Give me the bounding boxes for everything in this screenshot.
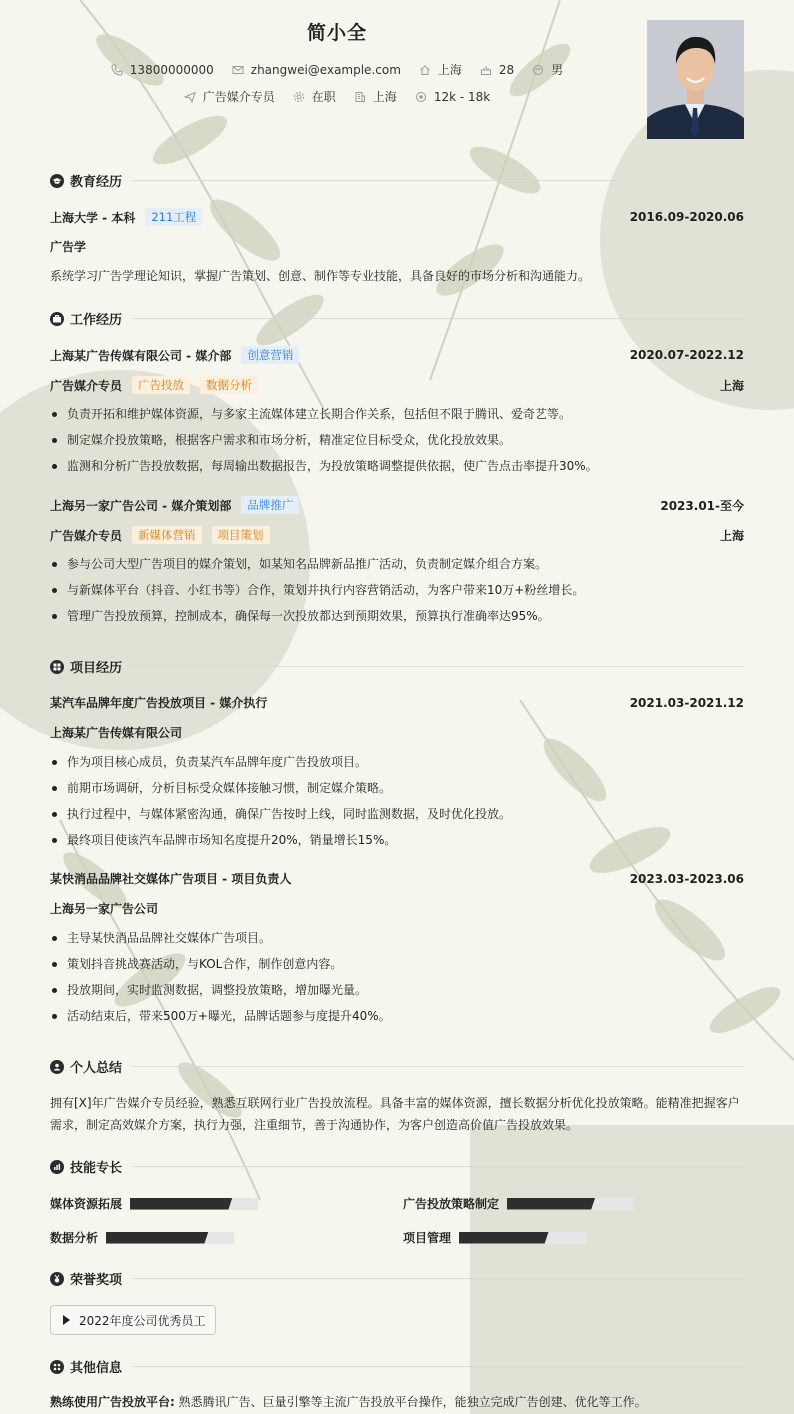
list-item: 前期市场调研，分析目标受众媒体接触习惯，制定媒介策略。	[50, 775, 744, 801]
phone-info	[111, 63, 214, 77]
work-2-role: 广告媒介专员	[50, 528, 123, 543]
section-projects-title: 项目经历	[70, 661, 123, 676]
skill-name: 广告投放策略制定	[403, 1197, 500, 1211]
job-intent-row	[0, 88, 674, 105]
gender-info	[532, 61, 563, 78]
project-1-company-row	[50, 724, 744, 741]
section-divider	[132, 1066, 744, 1067]
section-awards-title: 荣誉奖项	[70, 1273, 123, 1288]
other-label: 熟练使用广告投放平台:	[50, 1395, 175, 1409]
section-education	[50, 171, 744, 190]
status-text: 在职	[311, 90, 336, 104]
work-2-role-row	[50, 526, 744, 544]
gender-text: 男	[551, 63, 564, 77]
work-2-tag: 品牌推广	[241, 496, 299, 514]
section-divider	[132, 1278, 744, 1279]
summary-line: 拥有[X]年广告媒介专员经验，熟悉互联网行业广告投放流程。具备丰富的媒体资源，擅长数据分析优化投放策略。能精准把握客户	[50, 1096, 740, 1110]
candidate-name: 简小全	[306, 22, 367, 44]
work-2-header	[50, 496, 744, 514]
project-2-bullets	[50, 925, 744, 1029]
other-text: 熟悉腾讯广告、巨量引擎等主流广告投放平台操作，能独立完成广告创建、优化等工作。	[178, 1395, 647, 1409]
list-item: 活动结束后，带来500万+曝光，品牌话题参与度提升40%。	[50, 1003, 744, 1029]
work-2-role-tag: 新媒体营销	[132, 526, 202, 544]
section-divider	[132, 1166, 744, 1167]
list-item: 作为项目核心成员，负责某汽车品牌年度广告投放项目。	[50, 749, 744, 775]
project-2-period: 2023.03-2023.06	[629, 871, 744, 886]
section-projects	[50, 657, 744, 676]
project-2-header	[50, 870, 744, 887]
project-2-company: 上海另一家广告公司	[50, 902, 159, 916]
home-icon	[419, 64, 431, 76]
list-item: 参与公司大型广告项目的媒介策划，如某知名品牌新品推广活动，负责制定媒介组合方案。	[50, 551, 744, 577]
skill-name: 媒体资源拓展	[50, 1197, 123, 1211]
gender-icon	[532, 64, 544, 76]
cake-icon	[480, 64, 492, 76]
education-description: 系统学习广告学理论知识，掌握广告策划、创意、制作等专业技能，具备良好的市场分析和沟通能力。	[50, 269, 591, 283]
skill-bar	[459, 1232, 587, 1244]
school-name: 上海大学 - 本科	[50, 210, 136, 225]
play-icon	[63, 1315, 70, 1325]
list-item: 投放期间，实时监测数据，调整投放策略，增加曝光量。	[50, 977, 744, 1003]
email-text: zhangwei@example.com	[250, 62, 401, 77]
school-tag: 211工程	[145, 208, 202, 226]
work-1-role-tag: 广告投放	[132, 376, 190, 394]
summary-line: 需求，制定高效媒介方案，执行力强，注重细节，善于沟通协作，为客户创造高价值广告投放效果。	[50, 1118, 579, 1132]
list-item: 制定媒介投放策略，根据客户需求和市场分析，精准定位目标受众，优化投放效果。	[50, 427, 744, 453]
section-summary-title: 个人总结	[70, 1061, 123, 1076]
section-divider	[132, 1366, 744, 1367]
phone-text: 13800000000	[129, 62, 214, 77]
send-icon	[184, 91, 196, 103]
phone-icon	[111, 64, 123, 76]
list-item: 最终项目使该汽车品牌市场知名度提升20%，销量增长15%。	[50, 827, 744, 853]
project-1-header	[50, 694, 744, 711]
award-text: 2022年度公司优秀员工	[79, 1313, 206, 1328]
section-divider	[132, 180, 744, 181]
section-awards	[50, 1269, 744, 1288]
profile-photo	[647, 20, 744, 139]
salary-text: 12k - 18k	[433, 89, 491, 104]
section-summary	[50, 1057, 744, 1076]
contact-row	[0, 61, 674, 78]
list-item: 监测和分析广告投放数据，每周输出数据报告，为投放策略调整提供依据，使广告点击率提升30%。	[50, 453, 744, 479]
skill-bar-fill	[106, 1232, 208, 1244]
work-2-role-tag: 项目策划	[212, 526, 270, 544]
salary-info	[415, 90, 490, 104]
grid-icon	[50, 660, 64, 674]
user-icon	[50, 1060, 64, 1074]
list-item: 主导某快消品品牌社交媒体广告项目。	[50, 925, 744, 951]
list-item: 负责开拓和维护媒体资源，与多家主流媒体建立长期合作关系，包括但不限于腾讯、爱奇艺等。	[50, 401, 744, 427]
section-divider	[132, 318, 744, 319]
summary-text	[50, 1092, 744, 1136]
work-1-header	[50, 346, 744, 364]
education-period: 2016.09-2020.06	[629, 210, 744, 224]
mail-icon	[232, 64, 244, 76]
work-1-tag: 创意营销	[241, 346, 299, 364]
work-1-bullets	[50, 401, 744, 479]
project-2-company-row	[50, 900, 744, 917]
list-item: 与新媒体平台（抖音、小红书等）合作，策划并执行内容营销活动，为客户带来10万+粉丝增长。	[50, 577, 744, 603]
work-2-bullets	[50, 551, 744, 629]
skill-bar	[130, 1198, 258, 1210]
briefcase-icon	[50, 312, 64, 326]
education-major-row	[50, 238, 744, 255]
work-1-role: 广告媒介专员	[50, 378, 123, 393]
medal-icon	[50, 1272, 64, 1286]
section-skills-title: 技能专长	[70, 1161, 123, 1176]
age-info	[480, 63, 514, 77]
work-1-role-row	[50, 376, 744, 394]
section-education-title: 教育经历	[70, 175, 123, 190]
email-info	[232, 63, 401, 77]
work-1-company: 上海某广告传媒有限公司 - 媒介部	[50, 348, 232, 363]
work-2-company: 上海另一家广告公司 - 媒介策划部	[50, 498, 232, 513]
apps-icon	[50, 1360, 64, 1374]
age-text: 28	[498, 62, 515, 77]
skill-name: 数据分析	[50, 1231, 99, 1245]
graduation-cap-icon	[50, 174, 64, 188]
major: 广告学	[50, 240, 87, 254]
list-item: 管理广告投放预算，控制成本，确保每一次投放都达到预期效果，预算执行准确率达95%。	[50, 603, 744, 629]
status-info	[293, 88, 336, 105]
skill-bar	[106, 1232, 234, 1244]
skill-item	[403, 1229, 587, 1246]
city-text: 上海	[437, 63, 462, 77]
skill-item	[50, 1195, 258, 1212]
skill-bar-fill	[459, 1232, 549, 1244]
section-divider	[132, 666, 744, 667]
skill-bar	[507, 1198, 633, 1210]
education-header	[50, 208, 744, 226]
project-2-title: 某快消品品牌社交媒体广告项目 - 项目负责人	[50, 872, 292, 886]
work-city-text: 上海	[372, 90, 397, 104]
work-1-period: 2020.07-2022.12	[629, 348, 744, 362]
skill-bar-fill	[507, 1198, 595, 1210]
section-other	[50, 1357, 744, 1376]
skill-bar-fill	[130, 1198, 232, 1210]
coin-icon	[415, 91, 427, 103]
work-2-city: 上海	[719, 528, 744, 543]
city-info	[419, 61, 462, 78]
position-text: 广告媒介专员	[202, 90, 275, 104]
skill-name: 项目管理	[403, 1231, 452, 1245]
work-1-role-tag: 数据分析	[200, 376, 258, 394]
other-info	[50, 1393, 744, 1410]
position-info	[184, 88, 275, 105]
section-other-title: 其他信息	[70, 1361, 123, 1376]
project-1-company: 上海某广告传媒有限公司	[50, 726, 183, 740]
building-icon	[354, 91, 366, 103]
skill-item	[403, 1195, 633, 1212]
award-item	[50, 1305, 216, 1335]
section-work	[50, 309, 744, 328]
list-item: 策划抖音挑战赛活动，与KOL合作，制作创意内容。	[50, 951, 744, 977]
section-work-title: 工作经历	[70, 313, 123, 328]
list-item: 执行过程中，与媒体紧密沟通，确保广告按时上线，同时监测数据，及时优化投放。	[50, 801, 744, 827]
project-1-period: 2021.03-2021.12	[629, 695, 744, 710]
skill-item	[50, 1229, 234, 1246]
work-city-info	[354, 88, 397, 105]
gear-icon	[293, 91, 305, 103]
work-1-city: 上海	[719, 378, 744, 393]
project-1-bullets	[50, 749, 744, 853]
section-skills	[50, 1157, 744, 1176]
project-1-title: 某汽车品牌年度广告投放项目 - 媒介执行	[50, 696, 268, 710]
work-2-period: 2023.01-至今	[660, 498, 744, 513]
bar-chart-icon	[50, 1160, 64, 1174]
